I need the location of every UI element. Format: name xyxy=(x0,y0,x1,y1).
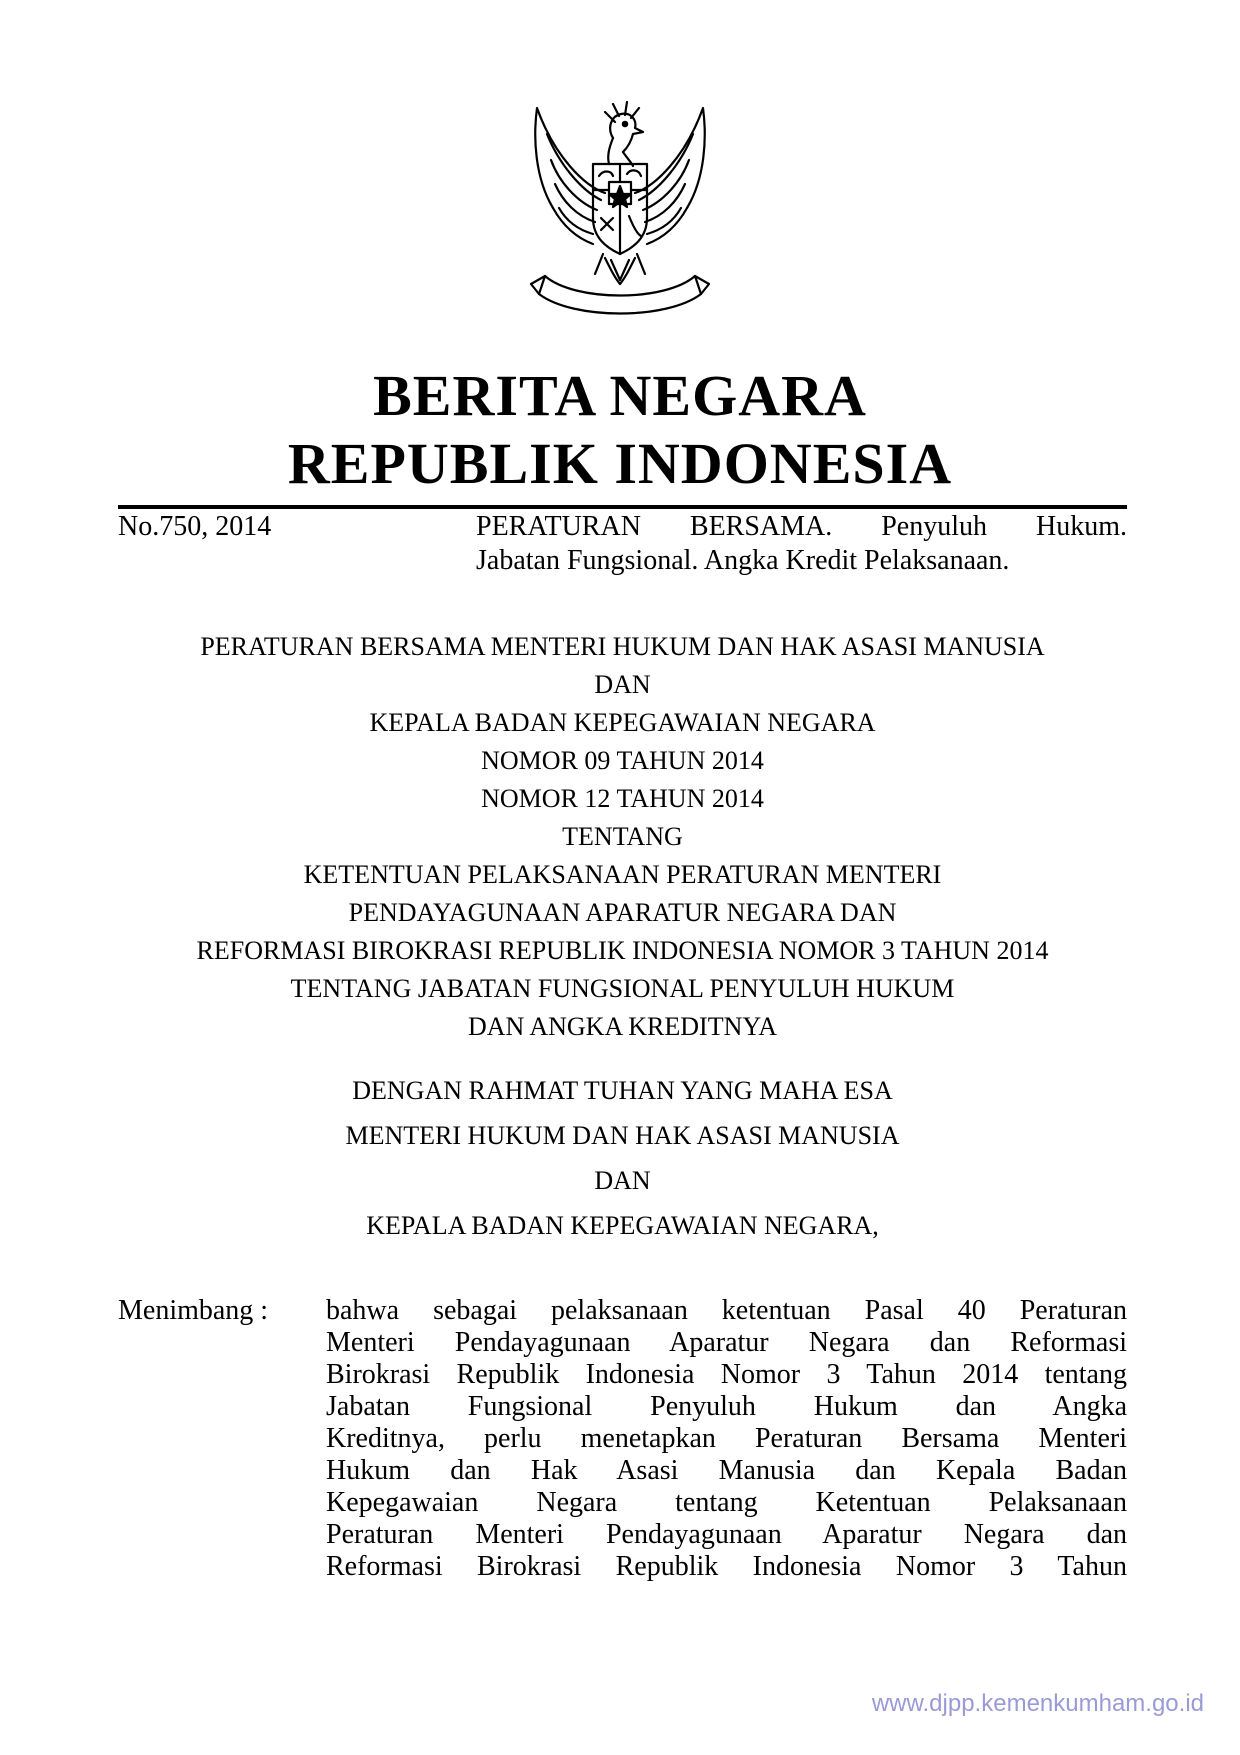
considering-line: Reformasi Birokrasi Republik Indonesia Nomor 3 Tahun xyxy=(326,1551,1127,1582)
considering-line: Jabatan Fungsional Penyuluh Hukum dan Angka xyxy=(326,1391,1127,1422)
title-line: KETENTUAN PELAKSANAAN PERATURAN MENTERI xyxy=(303,860,942,889)
considering-line: Kepegawaian Negara tentang Ketentuan Pelaksanaan xyxy=(326,1487,1127,1518)
considering-line: Birokrasi Republik Indonesia Nomor 3 Tahun 2014 tentang xyxy=(326,1359,1127,1390)
considering-line: Hukum dan Hak Asasi Manusia dan Kepala Badan xyxy=(326,1455,1127,1486)
garuda-emblem-icon xyxy=(515,98,725,320)
masthead-line1: BERITA NEGARA xyxy=(373,363,867,428)
considering-line: bahwa sebagai pelaksanaan ketentuan Pasal 40 Peraturan xyxy=(326,1295,1127,1326)
opening-line: DAN xyxy=(594,1166,651,1195)
considering-line: Menteri Pendayagunaan Aparatur Negara dan Reformasi xyxy=(326,1327,1127,1358)
issue-subject-line: Jabatan Fungsional. Angka Kredit Pelaksanaan. xyxy=(476,545,1010,576)
considering-text xyxy=(326,1295,1127,1583)
title-line: NOMOR 09 TAHUN 2014 xyxy=(481,746,764,775)
footer-url-link[interactable]: www.djpp.kemenkumham.go.id xyxy=(871,1690,1204,1717)
title-line: PENDAYAGUNAAN APARATUR NEGARA DAN xyxy=(348,898,897,927)
title-line: TENTANG JABATAN FUNGSIONAL PENYULUH HUKUM xyxy=(290,974,955,1003)
title-line: TENTANG xyxy=(562,822,683,851)
opening-line: DENGAN RAHMAT TUHAN YANG MAHA ESA xyxy=(352,1076,893,1105)
considering-line: Kreditnya, perlu menetapkan Peraturan Bersama Menteri xyxy=(326,1423,1127,1454)
issue-subject xyxy=(476,510,1127,578)
title-line: NOMOR 12 TAHUN 2014 xyxy=(481,784,764,813)
issue-subject-line: PERATURAN BERSAMA. Penyuluh Hukum. xyxy=(476,511,1127,542)
title-line: DAN xyxy=(594,670,651,699)
opening-line: MENTERI HUKUM DAN HAK ASASI MANUSIA xyxy=(345,1121,900,1150)
opening-formula xyxy=(118,1068,1127,1248)
opening-line: KEPALA BADAN KEPEGAWAIAN NEGARA, xyxy=(366,1211,879,1240)
regulation-title xyxy=(118,628,1127,1046)
considering-label: Menimbang : xyxy=(118,1295,269,1326)
title-line: KEPALA BADAN KEPEGAWAIAN NEGARA xyxy=(369,708,876,737)
title-line: DAN ANGKA KREDITNYA xyxy=(467,1012,778,1041)
issue-number: No.750, 2014 xyxy=(118,511,272,542)
considering-line: Peraturan Menteri Pendayagunaan Aparatur Negara dan xyxy=(326,1519,1127,1550)
masthead-line2: REPUBLIK INDONESIA xyxy=(287,431,953,496)
title-line: REFORMASI BIROKRASI REPUBLIK INDONESIA NOMOR 3 TAHUN 2014 xyxy=(196,936,1049,965)
header-divider xyxy=(118,505,1127,509)
title-line: PERATURAN BERSAMA MENTERI HUKUM DAN HAK ASASI MANUSIA xyxy=(200,632,1045,661)
